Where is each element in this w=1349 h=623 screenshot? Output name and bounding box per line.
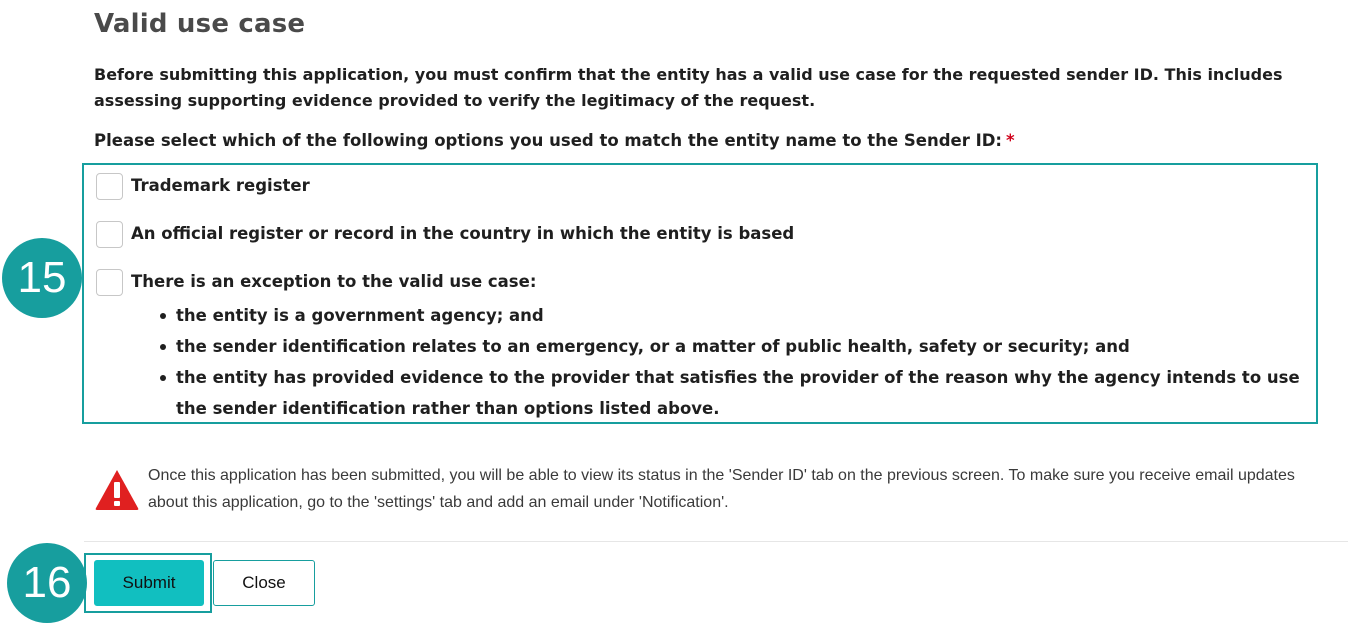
option-label: There is an exception to the valid use case: xyxy=(131,272,537,291)
option-official-register[interactable] xyxy=(96,221,794,248)
trademark-register-checkbox[interactable] xyxy=(96,173,123,200)
options-highlight-box xyxy=(82,163,1318,424)
question-text: Please select which of the following options you used to match the entity name to the Sender ID: xyxy=(94,131,1003,150)
match-question xyxy=(94,131,1015,150)
submission-notice xyxy=(94,462,1314,516)
required-asterisk: * xyxy=(1006,131,1015,150)
exception-conditions-list xyxy=(176,300,1311,424)
warning-icon xyxy=(94,468,140,512)
submit-button[interactable]: Submit xyxy=(94,560,204,606)
list-item: the sender identification relates to an emergency, or a matter of public health, safety or security; and xyxy=(176,331,1311,362)
option-trademark-register[interactable] xyxy=(96,173,310,200)
step-badge-15: 15 xyxy=(2,238,82,318)
official-register-checkbox[interactable] xyxy=(96,221,123,248)
option-label: An official register or record in the country in which the entity is based xyxy=(131,224,795,243)
section-title: Valid use case xyxy=(94,9,306,39)
section-intro: Before submitting this application, you must confirm that the entity has a valid use case for the requested sender ID. This includes assessing supporting evidence provided to verify the legitimacy of the request. xyxy=(94,65,1283,110)
option-label: Trademark register xyxy=(131,176,310,195)
exception-checkbox[interactable] xyxy=(96,269,123,296)
list-item: the entity has provided evidence to the provider that satisfies the provider of the reason why the agency intends to use the sender identification rather than options listed above. xyxy=(176,362,1311,424)
notice-text: Once this application has been submitted, you will be able to view its status in the 'Sender ID' tab on the previous screen. To make sure you receive email updates about this application, go to the 'settings' tab and add an email under 'Notification'. xyxy=(148,467,1295,511)
option-exception[interactable] xyxy=(96,269,536,296)
list-item: the entity is a government agency; and xyxy=(176,300,1311,331)
close-button[interactable]: Close xyxy=(213,560,315,606)
step-badge-16: 16 xyxy=(7,543,87,623)
footer-divider xyxy=(84,541,1348,542)
